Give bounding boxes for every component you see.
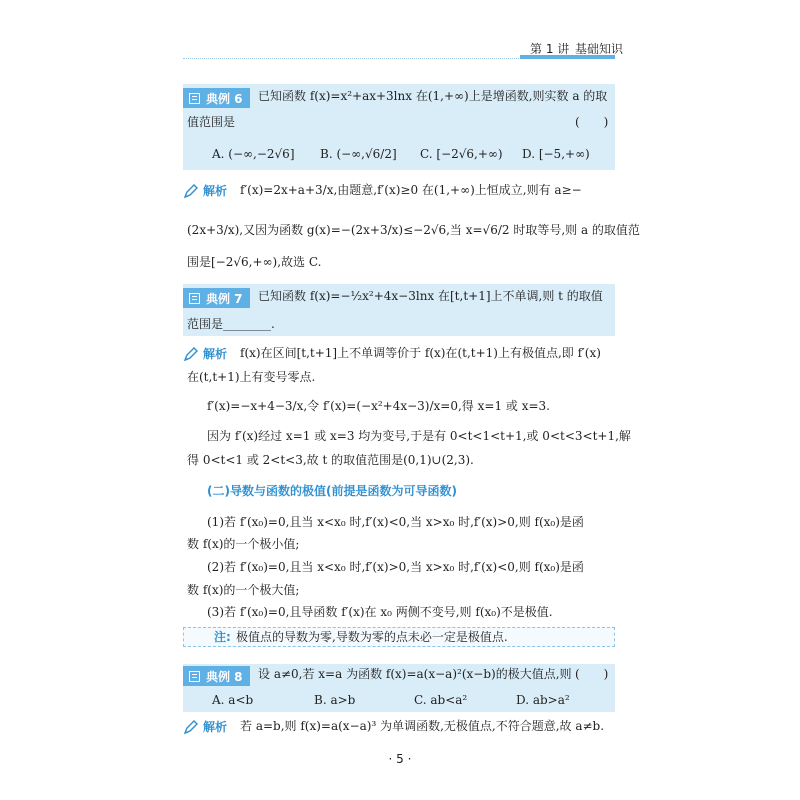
example-7-question-line1: 已知函数 f(x)=−½x²+4x−3lnx 在[t,t+1]上不单调,则 t 的取值 (258, 289, 603, 303)
example-6-option-d: D. [−5,+∞) (522, 147, 590, 161)
solution-6-tag: 解析 (183, 182, 227, 199)
example-8-option-b: B. a>b (314, 693, 356, 707)
note-text: 极值点的导数为零,导数为零的点未必一定是极值点. (236, 630, 508, 644)
solution-7-line5: 得 0<t<1 或 2<t<3,故 t 的取值范围是(0,1)∪(2,3). (187, 453, 474, 467)
solution-7-line1: f(x)在区间[t,t+1]上不单调等价于 f(x)在(t,t+1)上有极值点,即 f′(x) (240, 346, 601, 360)
lecture-number: 第 1 讲 (530, 42, 570, 56)
pencil-icon (183, 183, 199, 199)
lecture-topic: 基础知识 (575, 42, 624, 56)
example-8-option-c: C. ab<a² (414, 693, 468, 707)
document-icon (189, 671, 200, 682)
rule-1-line2: 数 f(x)的一个极小值; (187, 537, 300, 551)
solution-7-line2: 在(t,t+1)上有变号零点. (187, 370, 316, 384)
example-7-tag: 典例 7 (183, 288, 250, 308)
example-6-option-b: B. (−∞,√6/2] (320, 147, 397, 161)
solution-8-line1: 若 a=b,则 f(x)=a(x−a)³ 为单调函数,无极值点,不符合题意,故 a≠b. (240, 719, 605, 733)
solution-7-line3: f′(x)=−x+4−3/x,令 f′(x)=(−x²+4x−3)/x=0,得 x=1 或 x=3. (207, 399, 550, 413)
rule-3: (3)若 f′(x₀)=0,且导函数 f′(x)在 x₀ 两侧不变号,则 f(x₀)不是极值. (207, 605, 553, 619)
solution-7-tag: 解析 (183, 345, 227, 362)
section-heading: (二)导数与函数的极值(前提是函数为可导函数) (207, 484, 457, 498)
example-8-tag: 典例 8 (183, 666, 250, 686)
example-8-option-d: D. ab>a² (516, 693, 570, 707)
solution-7-line4: 因为 f′(x)经过 x=1 或 x=3 均为变号,于是有 0<t<1<t+1,或 0<t<3<t+1,解 (207, 429, 631, 443)
pencil-icon (183, 719, 199, 735)
pencil-icon (183, 346, 199, 362)
document-icon (189, 93, 200, 104)
example-7-question-line2: 范围是________. (187, 317, 275, 331)
solution-6-line1: f′(x)=2x+a+3/x,由题意,f′(x)≥0 在(1,+∞)上恒成立,则有 a≥− (240, 183, 582, 197)
example-6-answer-paren: ( ) (575, 115, 609, 129)
solution-6-line2: (2x+3/x),又因为函数 g(x)=−(2x+3/x)≤−2√6,当 x=√6/2 时取等号,则 a 的取值范 (187, 223, 640, 237)
document-icon (189, 293, 200, 304)
note-label: 注: (214, 630, 231, 644)
solution-6-line3: 围是[−2√6,+∞),故选 C. (187, 255, 322, 269)
rule-1-line1: (1)若 f′(x₀)=0,且当 x<x₀ 时,f′(x)<0,当 x>x₀ 时,f′(x)>0,则 f(x₀)是函 (207, 515, 584, 529)
example-6-tag: 典例 6 (183, 88, 250, 108)
example-8-option-a: A. a<b (212, 693, 254, 707)
example-6-question-line2: 值范围是 (187, 115, 236, 129)
example-6-question-line1: 已知函数 f(x)=x²+ax+3lnx 在(1,+∞)上是增函数,则实数 a 的取 (258, 89, 608, 103)
solution-8-tag: 解析 (183, 718, 227, 735)
example-8-question: 设 a≠0,若 x=a 为函数 f(x)=a(x−a)²(x−b)的极大值点,则 (258, 667, 572, 681)
example-6-option-a: A. (−∞,−2√6] (212, 147, 295, 161)
note-box (183, 627, 615, 647)
rule-2-line1: (2)若 f′(x₀)=0,且当 x<x₀ 时,f′(x)>0,当 x>x₀ 时,f′(x)<0,则 f(x₀)是函 (207, 560, 584, 574)
example-6-option-c: C. [−2√6,+∞) (420, 147, 503, 161)
page-number: · 5 · (388, 752, 412, 766)
example-8-answer-paren: ( ) (575, 667, 609, 681)
rule-2-line2: 数 f(x)的一个极大值; (187, 583, 300, 597)
